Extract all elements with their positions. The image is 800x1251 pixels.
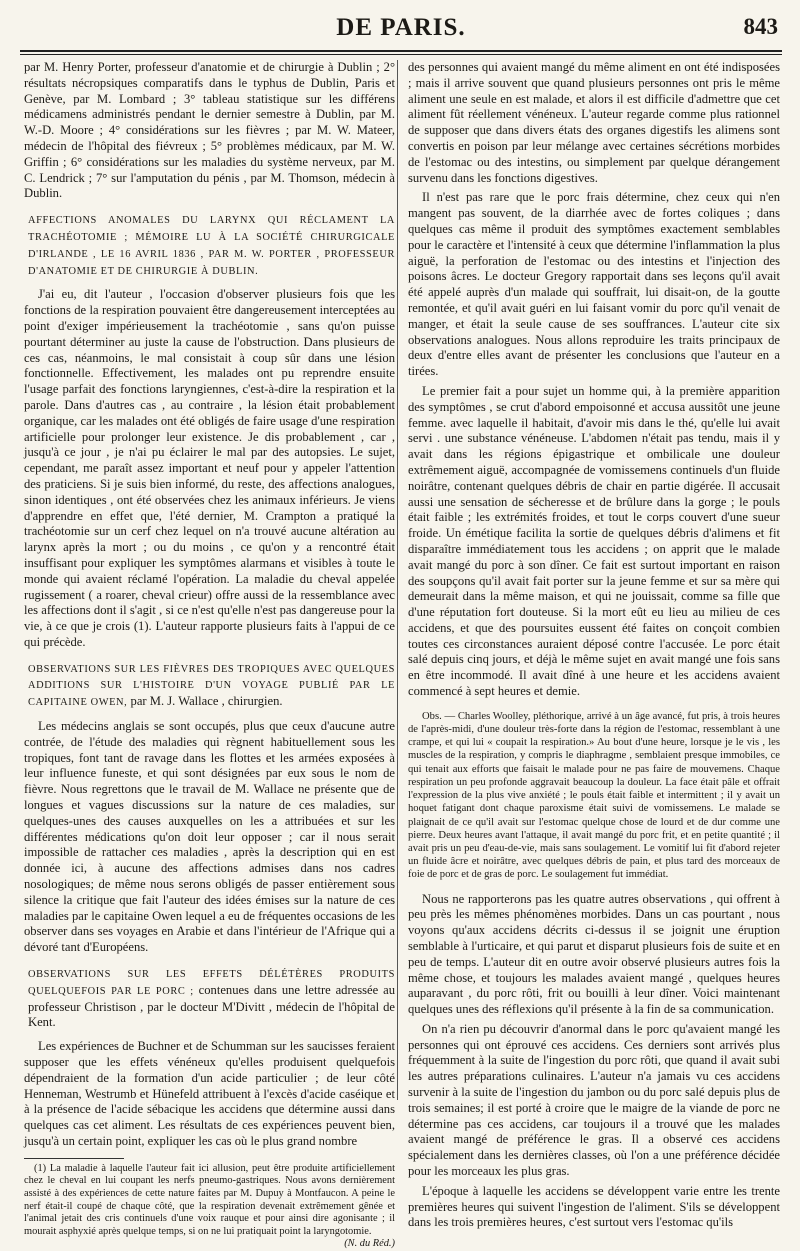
footnote (24, 1162, 395, 1250)
article-paragraph: Nous ne rapporterons pas les quatre autres observations , qui offrent à peu près les mêmes phénomènes morbides. Dans un cas pourtant , nous voyons qu'aux accidens décrits ci-dessus il se joignit une éruption semblable à l'urticaire, et qui parut et disparut plusieurs fois de suite et en peu de temps. L'auteur dit en outre avoir observé plusieurs autres fois la même chose, et toujours les malades avaient mangé , quelques heures auparavant , du porc rôti, frit ou bouilli à leur dîner. Voici maintenant quelques unes des réflexions qu'il présente à la fin de sa communication. (408, 891, 780, 1017)
article-paragraph: Les médecins anglais se sont occupés, plus que ceux d'aucune autre contrée, de l'étude des maladies qui règnent habituellement sous les tropiques, font tant de ravage dans les flottes et les armées exposées à leur influence funeste, et qui sont désignées par eux sous le nom de fièvre. Nous regrettons que le travail de M. Wallace ne présente que de longues et vagues discussions sur la nature de ces maladies, sur quelques-unes des causes auxquelles on les a attribuées et sur les différentes médications qu'on doit leur opposer ; car il nous serait impossible de rattacher ces maladies , après la description qui en est donnée ici, à aucune des affections admises dans nos cadres nosologiques; de même nous serons obligés de passer entièrement sous silence la critique que fait l'auteur des idées émises sur la nature de ces maladies par le capitaine Owen lequel a eu de fréquentes occasions de les observer dans ses voyages en Arabie et dans l'intérieur de l'Afrique qui a dévoré tant d'Européens. (24, 719, 395, 955)
article-paragraph: J'ai eu, dit l'auteur , l'occasion d'observer plusieurs fois que les fonctions de la respiration pouvaient être dangereusement interceptées au point d'exiger impérieusement la trachéotomie , sans qu'on puisse pourtant déterminer au juste la cause de l'obstruction. Dans plusieurs de ces cas, néanmoins, le mal consistait à coup sûr dans une lésion fonctionnelle. Effectivement, les malades ont pu reprendre ensuite l'usage parfait des fonctions laryngiennes, c'est-à-dire la respiration et la parole. Dans d'autres cas , au contraire , la lésion était probablement organique, car les malades ont été obligés de faire usage d'une respiration artificielle pour prolonger leur existence. Je dis probablement , car , jusqu'à ce jour , je n'ai pu éclairer le mal par des autopsies. Le sujet, cependant, me paraît assez important et neuf pour y appeler l'attention des praticiens. Si je suis bien informé, du reste, des affections analogues, sinon identiques , ont été observées chez les animaux inférieurs. Je viens d'apprendre en effet que, l'été dernier, M. Crampton a pratiqué la trachéotomie sur un cerf chez lequel on n'a trouvé aucune altération au larynx après la mort ; ou du moins , ce qu'on y a rencontré était insuffisant pour expliquer les symptômes alarmans et visibles à toute le monde qui avaient réclamé l'opération. La maladie du cheval appelée rugissement ( a roarer, cheval crieur) offre aussi de la ressemblance avec les affections dont il s'agit , si ce n'est qu'elle n'est pas dangereuse pour la vie, à ce que je crois (1). L'auteur rapporte plusieurs faits à l'appui de ce qui précède. (24, 287, 395, 649)
footnote-signature: (N. du Réd.) (344, 1238, 395, 1250)
header-rule (20, 50, 782, 55)
article-heading-larynx (24, 212, 395, 279)
article-paragraph: Il n'est pas rare que le porc frais détermine, chez ceux qui n'en mangent pas souvent, de la diarrhée avec de fortes coliques ; dans quelques cas même il produit des symptômes exactement semblables pour le caractère et l'intensité à ceux que détermine l'inflammation la plus aiguë, la perforation de l'estomac ou des intestins et l'injection des poisons âcres. Le docteur Gregory rapportait dans ses leçons qu'il avait été appelé auprès d'un malade qui souffrait, lui disait-on, de la goutte remontée, et qu'il avait guéri en lui faisant vomir du porc qu'il venait de manger, et était la seule cause de ses souffrances. L'auteur cite six observations analogues. Nous allons reproduire les traits principaux de deux d'entre elles avant de présenter les conclusions que l'auteur en a tirées. (408, 190, 780, 379)
intro-paragraph: par M. Henry Porter, professeur d'anatomie et de chirurgie à Dublin ; 2° résultats nécropsiques comparatifs dans le typhus de Dublin, Paris et Genève, par M. Lombard ; 3° tableau statistique sur les différens médicamens administrés pendant le dernier semestre à Dublin, par M. W.-D. Moore ; 4° considérations sur les fièvres ; par M. W. Mateer, médecin de l'hôpital des fiévreux ; 5° problèmes médicaux, par M. W. Griffin ; 6° considérations sur les maladies du système nerveux, par M. C. Lendrick ; 7° sur l'amputation du pénis , par M. Thomson, médecin à Dublin. (24, 60, 395, 201)
article-author: par M. J. Wallace , chirurgien. (130, 694, 283, 709)
running-title: DE PARIS. (336, 14, 466, 41)
article-paragraph: Les expériences de Buchner et de Schumman sur les saucisses feraient supposer que les effets vénéneux qu'elles produisent quelquefois dépendraient de la formation d'un acide particulier ; de leur côté Henneman, Westrumb et Hünefeld attribuent à l'excès d'acide caséique et à la présence de l'acide sébacique les accidens que détermine aussi dans quelques cas cet aliment. Les résultats de ces expériences peuvent bien, jusqu'à un certain point, expliquer les cas où le plus grand nombre (24, 1039, 395, 1148)
page-header (20, 14, 782, 48)
article-subtitle: contenues dans une lettre adressée au professeur Christison , par le docteur M'Divitt , médecin de l'hôpital de Kent. (28, 982, 395, 1030)
article-title: OBSERVATIONS SUR LES EFFETS DÉLÉTÈRES PRODUITS QUELQUEFOIS PAR LE PORC ; (28, 969, 395, 997)
article-paragraph: des personnes qui avaient mangé du même aliment en ont été indisposées ; mais il arrive souvent que quand plusieurs personnes ont pris le même aliment une seule en est malade, et alors il est difficile d'admettre que cet aliment fût réellement vénéneux. L'auteur regarde comme plus rationnel de supposer que dans divers états des organes digestifs les alimens sont convertis en poison par leur mélange avec certaines sécrétions morbides de l'estomac ou des intestins, ou simplement par quelque dérangement survenu dans les fonctions digestives. (408, 60, 780, 185)
article-paragraph: On n'a rien pu découvrir d'anormal dans le porc qu'avaient mangé les personnes qui ont éprouvé ces accidens. Ces derniers sont arrivés plus fréquemment à la suite de l'ingestion du porc rôti, que quand il avait subi les autres préparations culinaires. L'auteur n'a jamais vu ces accidens survenir à la suite de l'ingestion du jambon ou du porc salé depuis plus de trois semaines; il est porté à croire que le maigre de la viande de porc ne détermine pas ces accidens, car toujours il a trouvé que les malades avaient mangé de préférence le gras. Il a observé ces accidens spécialement dans les dernières classes, où l'on a une préférence décidée pour les morceaux les plus gras. (408, 1021, 780, 1179)
footnote-text: (1) La maladie à laquelle l'auteur fait ici allusion, peut être produite artificiellement chez le cheval en lui coupant les nerfs pneumo-gastriques. Nous avons dernièrement assisté à des expériences de cette nature faites par M. Dupuy à Montfaucon. A peine le nerf était-il coupé de chaque côté, que la respiration devenait extrêmement gênée et l'animal jetait des cris continuels d'une voix rauque et pour ainsi dire agonisante ; il mourait asphyxié après quelque temps, si on ne lui pratiquait point la laryngotomie. (24, 1162, 395, 1237)
article-heading-pork (24, 966, 395, 1031)
page-number: 843 (743, 14, 778, 39)
article-title: AFFECTIONS ANOMALES DU LARYNX QUI RÉCLAMENT LA TRACHÉOTOMIE ; MÉMOIRE LU À LA SOCIÉTÉ CHIRURGICALE D'IRLANDE , LE 16 AVRIL 1836 , PAR M. W. PORTER , PROFESSEUR D'ANATOMIE ET DE CHIRURGIE À DUBLIN. (28, 215, 395, 277)
article-title: OBSERVATIONS SUR LES FIÈVRES DES TROPIQUES AVEC QUELQUES ADDITIONS SUR L'HISTOIRE D'UN VOYAGE PUBLIÉ PAR LE CAPITAINE OWEN, (28, 663, 395, 709)
article-paragraph: L'époque à laquelle les accidens se développent varie entre les trente premières heures qui suivent l'ingestion de l'aliment. S'ils se développent dans les trois premières heures, c'est surtout vers l'estomac qu'ils (408, 1183, 780, 1230)
column-divider (397, 60, 398, 1100)
footnote-rule (24, 1158, 124, 1159)
right-column (408, 60, 780, 1235)
observation-note: Obs. — Charles Woolley, pléthorique, arrivé à un âge avancé, fut pris, à trois heures de l'après-midi, d'une douleur très-forte dans la région de l'estomac, ressemblant à une crampe, et qui lui « coupait la respiration.» Au bout d'une heure, lorsque je le vis , les muscles de la respiration, y compris le diaphragme , semblaient presque immobiles, ce qui tenait aux efforts que faisait le malade pour ne pas faire de mouvemens. Chaque respiration un peu profonde aggravait beaucoup la douleur. La face était pâle et offrait l'expression de la plus vive anxiété ; le pouls était faible et intermittent ; il y avait un hoquet fatigant dont chaque paroxisme était suivi de vomissemens. Le malade se plaignait de ce qu'il avait sur l'estomac quelque chose de lourd et de dur comme une pierre. Deux heures avant l'attaque, il avait mangé du porc frit, et en petite quantité ; il avait pris un peu d'eau-de-vie, mais sans soulagement. Le vomitif lui fit d'abord rejeter un fluide âcre et noirâtre, avec quelques débris de pain, et plus tard des morceaux de foie de porc et de gras de porc. Le soulagement fut immédiat. (408, 710, 780, 881)
article-paragraph: Le premier fait a pour sujet un homme qui, à la première apparition des symptômes , se crut d'abord empoisonné et accusa aussitôt une jeune femme. avec laquelle il habitait, d'avoir mis dans le thé, qu'elle lui avait servi . une substance vénéneuse. L'abdomen n'était pas tendu, mais il y avait dans les régions épigastrique et ombilicale une douleur extrêmement aiguë, accompagnée de vomissemens continuels d'un fluide noirâtre, contenant quelques débris de chair en partie digérée. Il accusait aussi une sensation de sécheresse et de brûlure dans la gorge ; le pouls était faible ; les extrémités froides, et tout le corps couvert d'une sueur froide. Un émétique facilita la sortie de quelques débris d'alimens et fit disparaître immédiatement tous les accidens ; on apprit que le malade avait mangé du porc à son dîner. Ce fait est surtout important en raison des soupçons qu'il avait fait porter sur la jeune femme et sur sa mère qui demeurait dans la même maison, et qui ne jouissait, comme sa fille que d'une réputation fort douteuse. Si la mort eût eu lieu au milieu de ces accidens, et que des poursuites eussent été faites on conçoit combien toutes ces circonstances auraient déposé contre l'accusée. Le porc était salé depuis cinq jours, et déjà le même sujet en avait mangé une fois sans en être incommodé. Il avait dîné à une heure et les accidens avaient commencé à sept heures et demie. (408, 383, 780, 699)
left-column (24, 60, 395, 1251)
article-heading-tropics (24, 661, 395, 711)
